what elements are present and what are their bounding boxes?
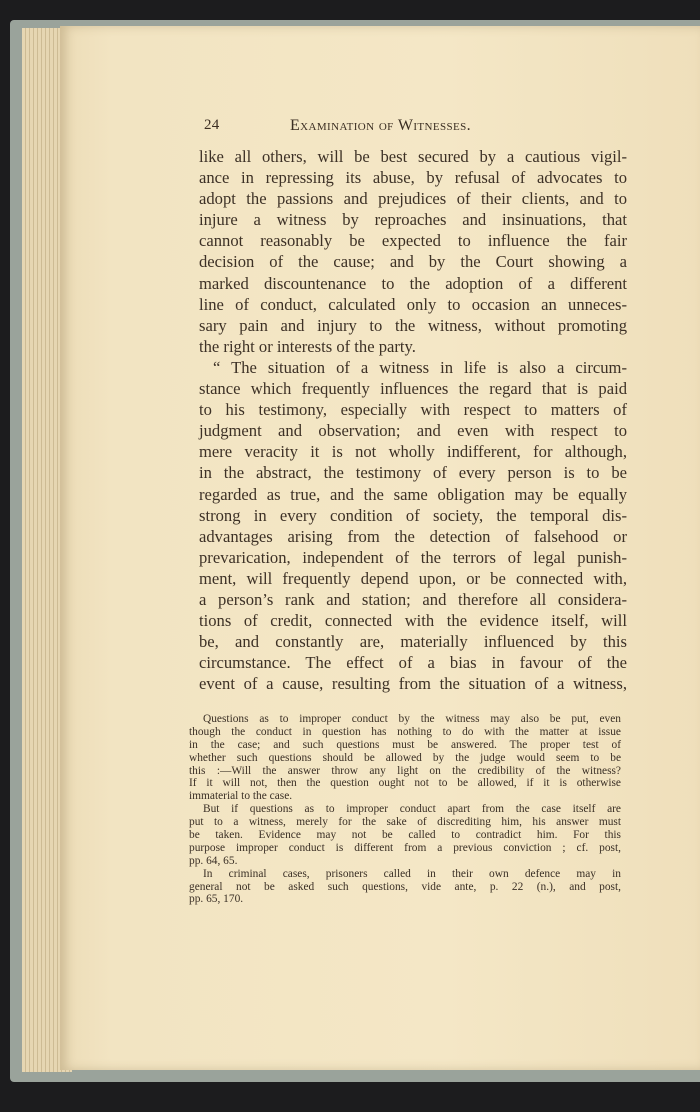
body-line: tions of credit, connected with the evidence itself, will	[199, 611, 627, 631]
body-line: adopt the passions and prejudices of their clients, and to	[199, 189, 627, 209]
body-line: regarded as true, and the same obligation may be equally	[199, 484, 627, 504]
footnote-line: But if questions as to improper conduct apart from the case itself are	[203, 803, 621, 816]
footnote-line: in the case; and such questions must be answered. The proper test of	[189, 738, 621, 751]
footnote-line: In criminal cases, prisoners called in their own defence may in	[203, 867, 621, 880]
footnote-line: pp. 65, 170.	[189, 893, 244, 906]
footnote-line: general not be asked such questions, vide ante, p. 22 (n.), and post,	[189, 880, 621, 893]
body-line: to his testimony, especially with respect to matters of	[199, 400, 627, 420]
body-line: prevarication, independent of the terrors of legal punish-	[199, 547, 627, 567]
body-line: the right or interests of the party.	[199, 336, 416, 356]
body-line: a person’s rank and station; and therefore all considera-	[199, 589, 627, 609]
body-line: mere veracity it is not wholly indifferent, for although,	[199, 442, 627, 462]
body-text	[199, 146, 627, 694]
body-line: sary pain and injury to the witness, without promoting	[199, 315, 627, 335]
footnote-line: If it will not, then the question ought not to be allowed, if it is otherwise	[189, 777, 621, 790]
footnote-line: Questions as to improper conduct by the witness may also be put, even	[203, 713, 621, 725]
body-line: event of a cause, resulting from the situation of a witness,	[199, 674, 627, 694]
body-line: “ The situation of a witness in life is also a circum-	[213, 357, 627, 377]
body-line: judgment and observation; and even with respect to	[199, 421, 627, 441]
body-line: in the abstract, the testimony of every person is to be	[199, 463, 627, 483]
body-line: marked discountenance to the adoption of a different	[199, 273, 627, 293]
body-line: like all others, will be best secured by a cautious vigil-	[199, 147, 627, 166]
body-line: cannot reasonably be expected to influence the fair	[199, 231, 627, 251]
body-line: ance in repressing its abuse, by refusal of advocates to	[199, 168, 627, 188]
footnotes	[189, 713, 621, 906]
body-line: circumstance. The effect of a bias in favour of the	[199, 653, 627, 673]
footnote-line: though the conduct in question has nothing to do with the matter at issue	[189, 725, 621, 738]
body-line: stance which frequently influences the regard that is paid	[199, 379, 627, 399]
body-line: ment, will frequently depend upon, or be connected with,	[199, 568, 627, 588]
footnote-line: whether such questions should be allowed by the judge would seem to be	[189, 751, 621, 764]
footnote-line: put to a witness, merely for the sake of discrediting him, his answer must	[189, 816, 621, 829]
running-head	[204, 117, 560, 139]
footnote-line: this :—Will the answer throw any light on the credibility of the witness?	[189, 764, 621, 777]
body-line: injure a witness by reproaches and insinuations, that	[199, 210, 627, 230]
footnote-line: purpose improper conduct is different from a previous conviction ; cf. post,	[189, 841, 621, 854]
body-line: be, and constantly are, materially influenced by this	[199, 632, 627, 652]
body-line: line of conduct, calculated only to occasion an unneces-	[199, 294, 627, 314]
footnote-line: immaterial to the case.	[189, 790, 293, 803]
body-line: advantages arising from the detection of falsehood or	[199, 526, 627, 546]
running-head-title: Examination of Witnesses.	[290, 117, 472, 134]
footnote-line: be taken. Evidence may not be called to contradict him. For this	[189, 829, 621, 842]
page-number: 24	[204, 117, 220, 133]
body-line: decision of the cause; and by the Court showing a	[199, 252, 627, 272]
body-line: strong in every condition of society, the temporal dis-	[199, 505, 627, 525]
footnote-line: pp. 64, 65.	[189, 854, 238, 867]
